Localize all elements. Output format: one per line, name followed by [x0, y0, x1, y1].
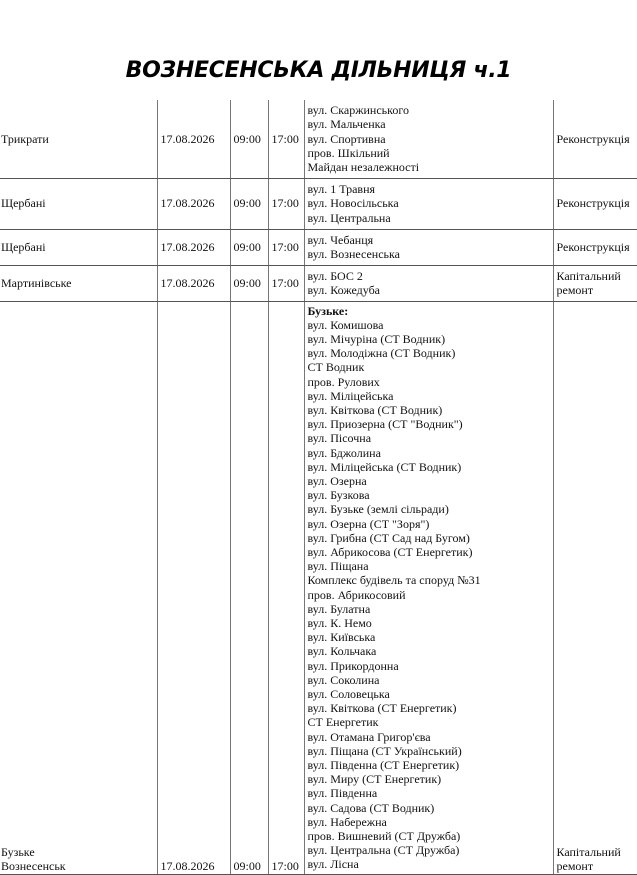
street-name: вул. Чебанця [307, 232, 374, 247]
street-name: вул. Міліцейська [307, 388, 394, 403]
start-time-cell [230, 301, 268, 874]
street-name: вул. Пісочна [307, 431, 372, 446]
end-time: 17:00 [271, 859, 299, 874]
date-cell [157, 178, 230, 229]
street-name: СТ Водник [307, 360, 365, 375]
outage-date: 17.08.2026 [160, 196, 215, 211]
settlement-cell [0, 100, 157, 178]
street-name: вул. Міліцейська (СТ Водник) [307, 459, 462, 474]
table-row [0, 301, 637, 874]
outage-date: 17.08.2026 [160, 275, 215, 290]
date-cell [157, 265, 230, 301]
street-name: вул. Миру (СТ Енергетик) [307, 772, 442, 787]
street-name: пров. Вишневий (СТ Дружба) [307, 829, 461, 844]
end-time-cell [268, 265, 304, 301]
settlement-name: Мартинівське [1, 275, 72, 290]
table-row [0, 178, 637, 229]
street-name: вул. Молодіжна (СТ Водник) [307, 346, 456, 361]
streets-cell [304, 229, 553, 265]
street-name: вул. Абрикосова (СТ Енергетик) [307, 544, 473, 559]
streets-cell [304, 301, 553, 874]
settlement-name: Вознесенськ [1, 859, 66, 874]
settlement-name: Трикрати [1, 131, 49, 146]
start-time: 09:00 [233, 196, 261, 211]
work-type: ремонт [556, 283, 594, 297]
street-name: вул. Київська [307, 630, 376, 645]
page-title: ВОЗНЕСЕНСЬКА ДІЛЬНИЦЯ ч.1 [125, 58, 512, 83]
street-name: вул. Отамана Григор'єва [307, 729, 431, 744]
street-name: пров. Абрикосовий [307, 587, 406, 602]
date-cell [157, 100, 230, 178]
street-name: вул. Кольчака [307, 644, 377, 659]
work-type-cell [553, 265, 637, 301]
end-time: 17:00 [271, 239, 299, 254]
settlement-name: Щербані [1, 239, 46, 254]
street-name: вул. Набережна [307, 814, 387, 829]
street-name: пров. Рулових [307, 374, 380, 389]
end-time: 17:00 [271, 131, 299, 146]
streets-heading: Бузьке: [307, 303, 349, 318]
street-name: вул. Кожедуба [307, 283, 381, 297]
settlement-cell [0, 301, 157, 874]
street-name: вул. Бузьке (землі сільради) [307, 502, 449, 517]
outage-date: 17.08.2026 [160, 859, 215, 874]
start-time-cell [230, 100, 268, 178]
settlement-cell [0, 178, 157, 229]
street-name: вул. Піщана [307, 559, 369, 574]
settlement-name: Щербані [1, 196, 46, 211]
street-name: вул. Новосільська [307, 196, 399, 211]
work-type-cell [553, 229, 637, 265]
work-type: Реконструкція [556, 131, 630, 146]
work-type: ремонт [556, 859, 594, 874]
work-type-cell [553, 100, 637, 178]
start-time: 09:00 [233, 131, 261, 146]
work-type: Капітальний [556, 845, 621, 860]
street-name: вул. Південна (СТ Енергетик) [307, 758, 460, 772]
end-time-cell [268, 100, 304, 178]
street-name: вул. Квіткова (СТ Енергетик) [307, 701, 457, 716]
end-time-cell [268, 301, 304, 874]
outage-date: 17.08.2026 [160, 239, 215, 254]
street-name: вул. Центральна (СТ Дружба) [307, 843, 460, 858]
street-name: вул. Булатна [307, 601, 371, 616]
work-type: Реконструкція [556, 196, 630, 211]
work-type: Реконструкція [556, 239, 630, 254]
start-time-cell [230, 229, 268, 265]
street-name: вул. Південна [307, 786, 378, 801]
start-time-cell [230, 265, 268, 301]
street-name: вул. Озерна [307, 473, 367, 488]
street-name: вул. БОС 2 [307, 268, 363, 283]
street-name: Комплекс будівель та споруд №31 [307, 573, 481, 588]
start-time: 09:00 [233, 275, 261, 290]
end-time: 17:00 [271, 275, 299, 290]
street-name: вул. Грибна (СТ Сад над Бугом) [307, 530, 470, 545]
street-name: вул. Прикордонна [307, 658, 399, 673]
street-name: вул. Вознесенська [307, 247, 401, 261]
start-time: 09:00 [233, 239, 261, 254]
date-cell [157, 229, 230, 265]
outage-schedule-table [0, 100, 637, 875]
street-name: вул. Лісна [307, 857, 359, 872]
start-time: 09:00 [233, 859, 261, 874]
street-name: вул. Соколина [307, 672, 380, 687]
street-name: вул. Соловецька [307, 686, 390, 701]
street-name: вул. Приозерна (СТ "Водник") [307, 417, 463, 432]
work-type-cell [553, 178, 637, 229]
street-name: вул. Бузкова [307, 488, 370, 503]
street-name: вул. Квіткова (СТ Водник) [307, 402, 443, 417]
street-name: вул. Бджолина [307, 445, 381, 460]
street-name: вул. 1 Травня [307, 182, 376, 197]
streets-cell [304, 265, 553, 301]
street-name: вул. Озерна (СТ "Зоря") [307, 516, 430, 531]
street-name: вул. К. Немо [307, 615, 372, 630]
street-name: СТ Енергетик [307, 715, 379, 730]
outage-date: 17.08.2026 [160, 131, 215, 146]
table-row [0, 229, 637, 265]
street-name: вул. Садова (СТ Водник) [307, 800, 435, 815]
street-name: пров. Шкільний [307, 145, 390, 160]
settlement-name: Бузьке [1, 845, 35, 860]
end-time-cell [268, 229, 304, 265]
street-name: вул. Центральна [307, 210, 391, 225]
end-time: 17:00 [271, 196, 299, 211]
street-name: вул. Піщана (СТ Український) [307, 743, 462, 758]
work-type: Капітальний [556, 268, 621, 283]
table-row [0, 265, 637, 301]
street-name: вул. Спортивна [307, 131, 386, 146]
settlement-cell [0, 265, 157, 301]
end-time-cell [268, 178, 304, 229]
street-name: вул. Комишова [307, 317, 384, 332]
street-name: вул. Мічуріна (СТ Водник) [307, 331, 446, 346]
street-name: Майдан незалежності [307, 160, 420, 175]
streets-cell [304, 178, 553, 229]
work-type-cell [553, 301, 637, 874]
date-cell [157, 301, 230, 874]
streets-cell [304, 100, 553, 178]
table-row [0, 100, 637, 178]
start-time-cell [230, 178, 268, 229]
street-name: вул. Скаржинського [307, 103, 409, 118]
street-name: вул. Мальченка [307, 117, 386, 132]
settlement-cell [0, 229, 157, 265]
